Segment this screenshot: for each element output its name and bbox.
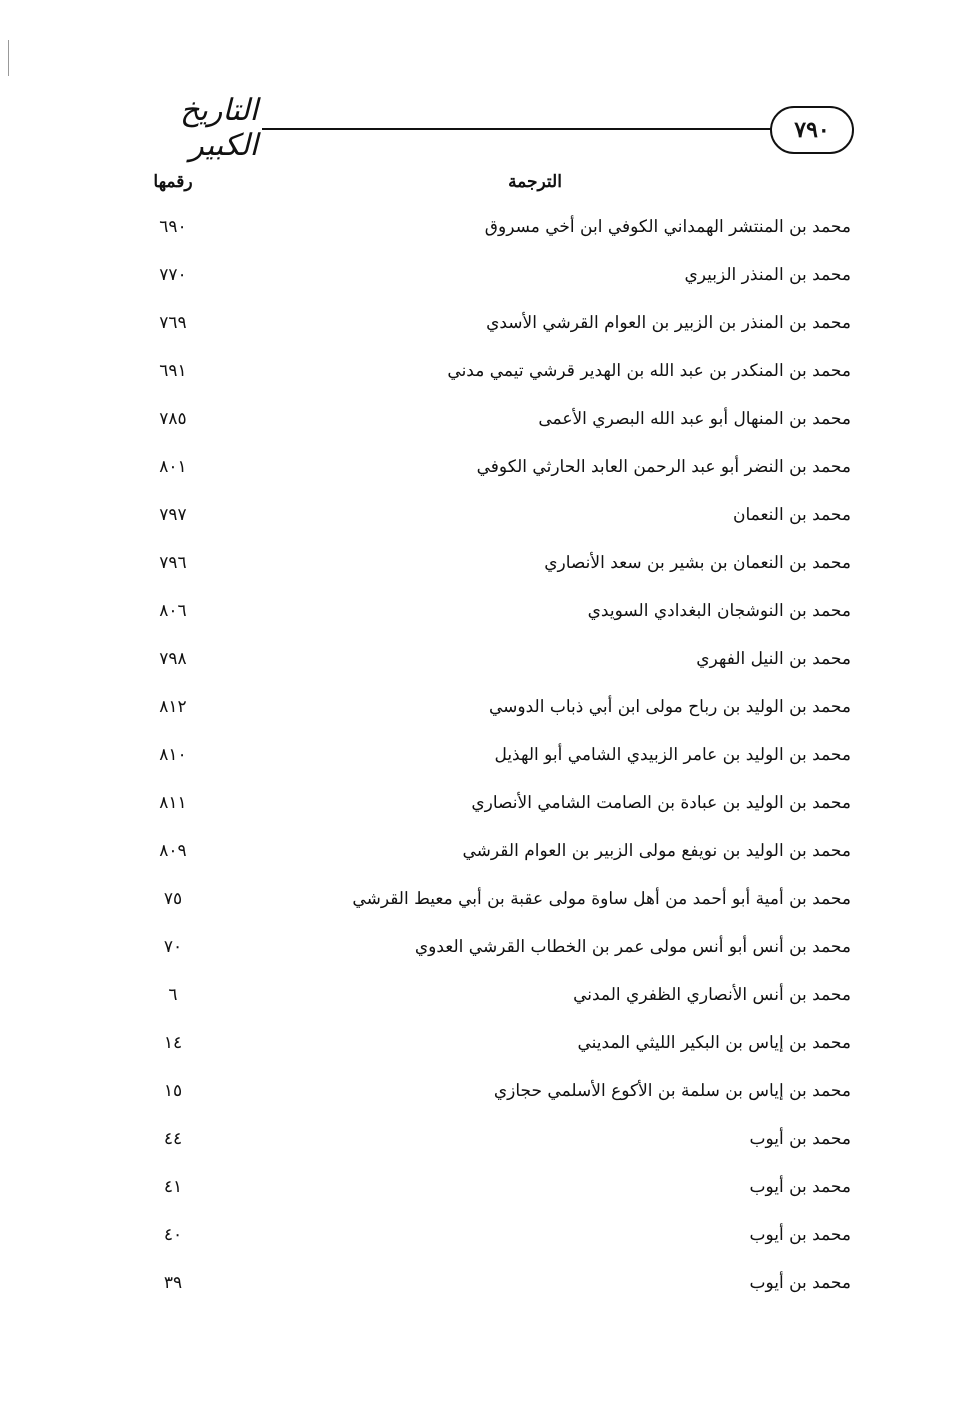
list-item [0, 253, 978, 301]
entry-number: ٦ [168, 985, 178, 1005]
entry-number: ٨٠٩ [159, 841, 187, 861]
entry-name: محمد بن الوليد بن رباح مولى ابن أبي ذباب الدوسي [488, 697, 851, 717]
entry-name: محمد بن المنذر بن الزبير بن العوام القرشي الأسدي [486, 313, 851, 333]
entry-number: ٨٠٦ [159, 601, 187, 621]
entry-name: محمد بن النيل الفهري [696, 649, 851, 669]
list-item [0, 829, 978, 877]
entry-name: محمد بن الوليد بن عبادة بن الصامت الشامي الأنصاري [471, 793, 851, 813]
entry-number: ٧٨٥ [159, 409, 187, 429]
entry-number: ٧٩٨ [159, 649, 187, 669]
list-item [0, 1069, 978, 1117]
list-item [0, 1021, 978, 1069]
entry-number: ٧٦٩ [159, 313, 187, 333]
list-item [0, 301, 978, 349]
entry-name: محمد بن أيوب [749, 1177, 851, 1197]
list-item [0, 589, 978, 637]
entry-name: محمد بن أمية أبو أحمد من أهل ساوة مولى عقبة بن أبي معيط القرشي [352, 889, 851, 909]
entry-number: ٧٥ [163, 889, 183, 909]
entry-name: محمد بن النعمان [732, 505, 851, 525]
entry-name: محمد بن أيوب [749, 1129, 851, 1149]
entry-number: ٧٠ [163, 937, 183, 957]
list-item [0, 1117, 978, 1165]
list-item [0, 637, 978, 685]
margin-mark [8, 40, 9, 76]
entry-number: ٤٤ [163, 1129, 183, 1149]
list-item [0, 973, 978, 1021]
entry-number: ٨١٢ [159, 697, 187, 717]
list-item [0, 1261, 978, 1309]
entry-number: ٧٩٧ [159, 505, 187, 525]
entry-name: محمد بن أيوب [749, 1273, 851, 1293]
entry-name: محمد بن النعمان بن بشير بن سعد الأنصاري [544, 553, 851, 573]
list-item [0, 541, 978, 589]
entry-name: محمد بن إياس بن سلمة بن الأكوع الأسلمي حجازي [493, 1081, 851, 1101]
entry-number: ٦٩٠ [159, 217, 187, 237]
entry-name: محمد بن إياس بن البكير الليثي المديني [577, 1033, 851, 1053]
entry-number: ٣٩ [163, 1273, 183, 1293]
index-list [0, 205, 978, 1309]
entry-number: ١٥ [163, 1081, 183, 1101]
entry-name: محمد بن أيوب [749, 1225, 851, 1245]
list-item [0, 397, 978, 445]
entry-number: ٦٩١ [159, 361, 187, 381]
list-item [0, 925, 978, 973]
list-item [0, 1213, 978, 1261]
entry-name: محمد بن المنكدر بن عبد الله بن الهدير قرشي تيمي مدني [447, 361, 851, 381]
entry-name: محمد بن الوليد بن عامر الزبيدي الشامي أبو الهذيل [494, 745, 851, 765]
column-header-number: رقمها [153, 172, 193, 192]
column-header-translation: الترجمة [508, 172, 562, 192]
entry-number: ٨١٠ [159, 745, 187, 765]
entry-name: محمد بن المنذر الزبيري [684, 265, 851, 285]
entry-number: ١٤ [163, 1033, 183, 1053]
list-item [0, 733, 978, 781]
list-item [0, 1165, 978, 1213]
entry-name: محمد بن أنس الأنصاري الظفري المدني [573, 985, 851, 1005]
page-number: ٧٩٠ [770, 106, 854, 154]
entry-number: ٤١ [163, 1177, 183, 1197]
list-item [0, 781, 978, 829]
list-item [0, 685, 978, 733]
book-title: التاريخ الكبير [180, 93, 258, 163]
list-item [0, 349, 978, 397]
page-header [0, 93, 978, 163]
entry-number: ٨١١ [159, 793, 187, 813]
entry-name: محمد بن النضر أبو عبد الرحمن العابد الحارثي الكوفي [476, 457, 851, 477]
list-item [0, 493, 978, 541]
entry-name: محمد بن المنتشر الهمداني الكوفي ابن أخي مسروق [484, 217, 851, 237]
entry-name: محمد بن الوليد بن نويفع مولى الزبير بن العوام القرشي [462, 841, 851, 861]
entry-name: محمد بن النوشجان البغدادي السويدي [587, 601, 851, 621]
entry-number: ٧٩٦ [159, 553, 187, 573]
header-rule [262, 128, 772, 130]
entry-name: محمد بن أنس أبو أنس مولى عمر بن الخطاب القرشي العدوي [414, 937, 851, 957]
entry-number: ٨٠١ [159, 457, 187, 477]
entry-number: ٤٠ [163, 1225, 183, 1245]
list-item [0, 205, 978, 253]
entry-name: محمد بن المنهال أبو عبد الله البصري الأعمى [538, 409, 851, 429]
entry-number: ٧٧٠ [159, 265, 187, 285]
list-item [0, 877, 978, 925]
list-item [0, 445, 978, 493]
